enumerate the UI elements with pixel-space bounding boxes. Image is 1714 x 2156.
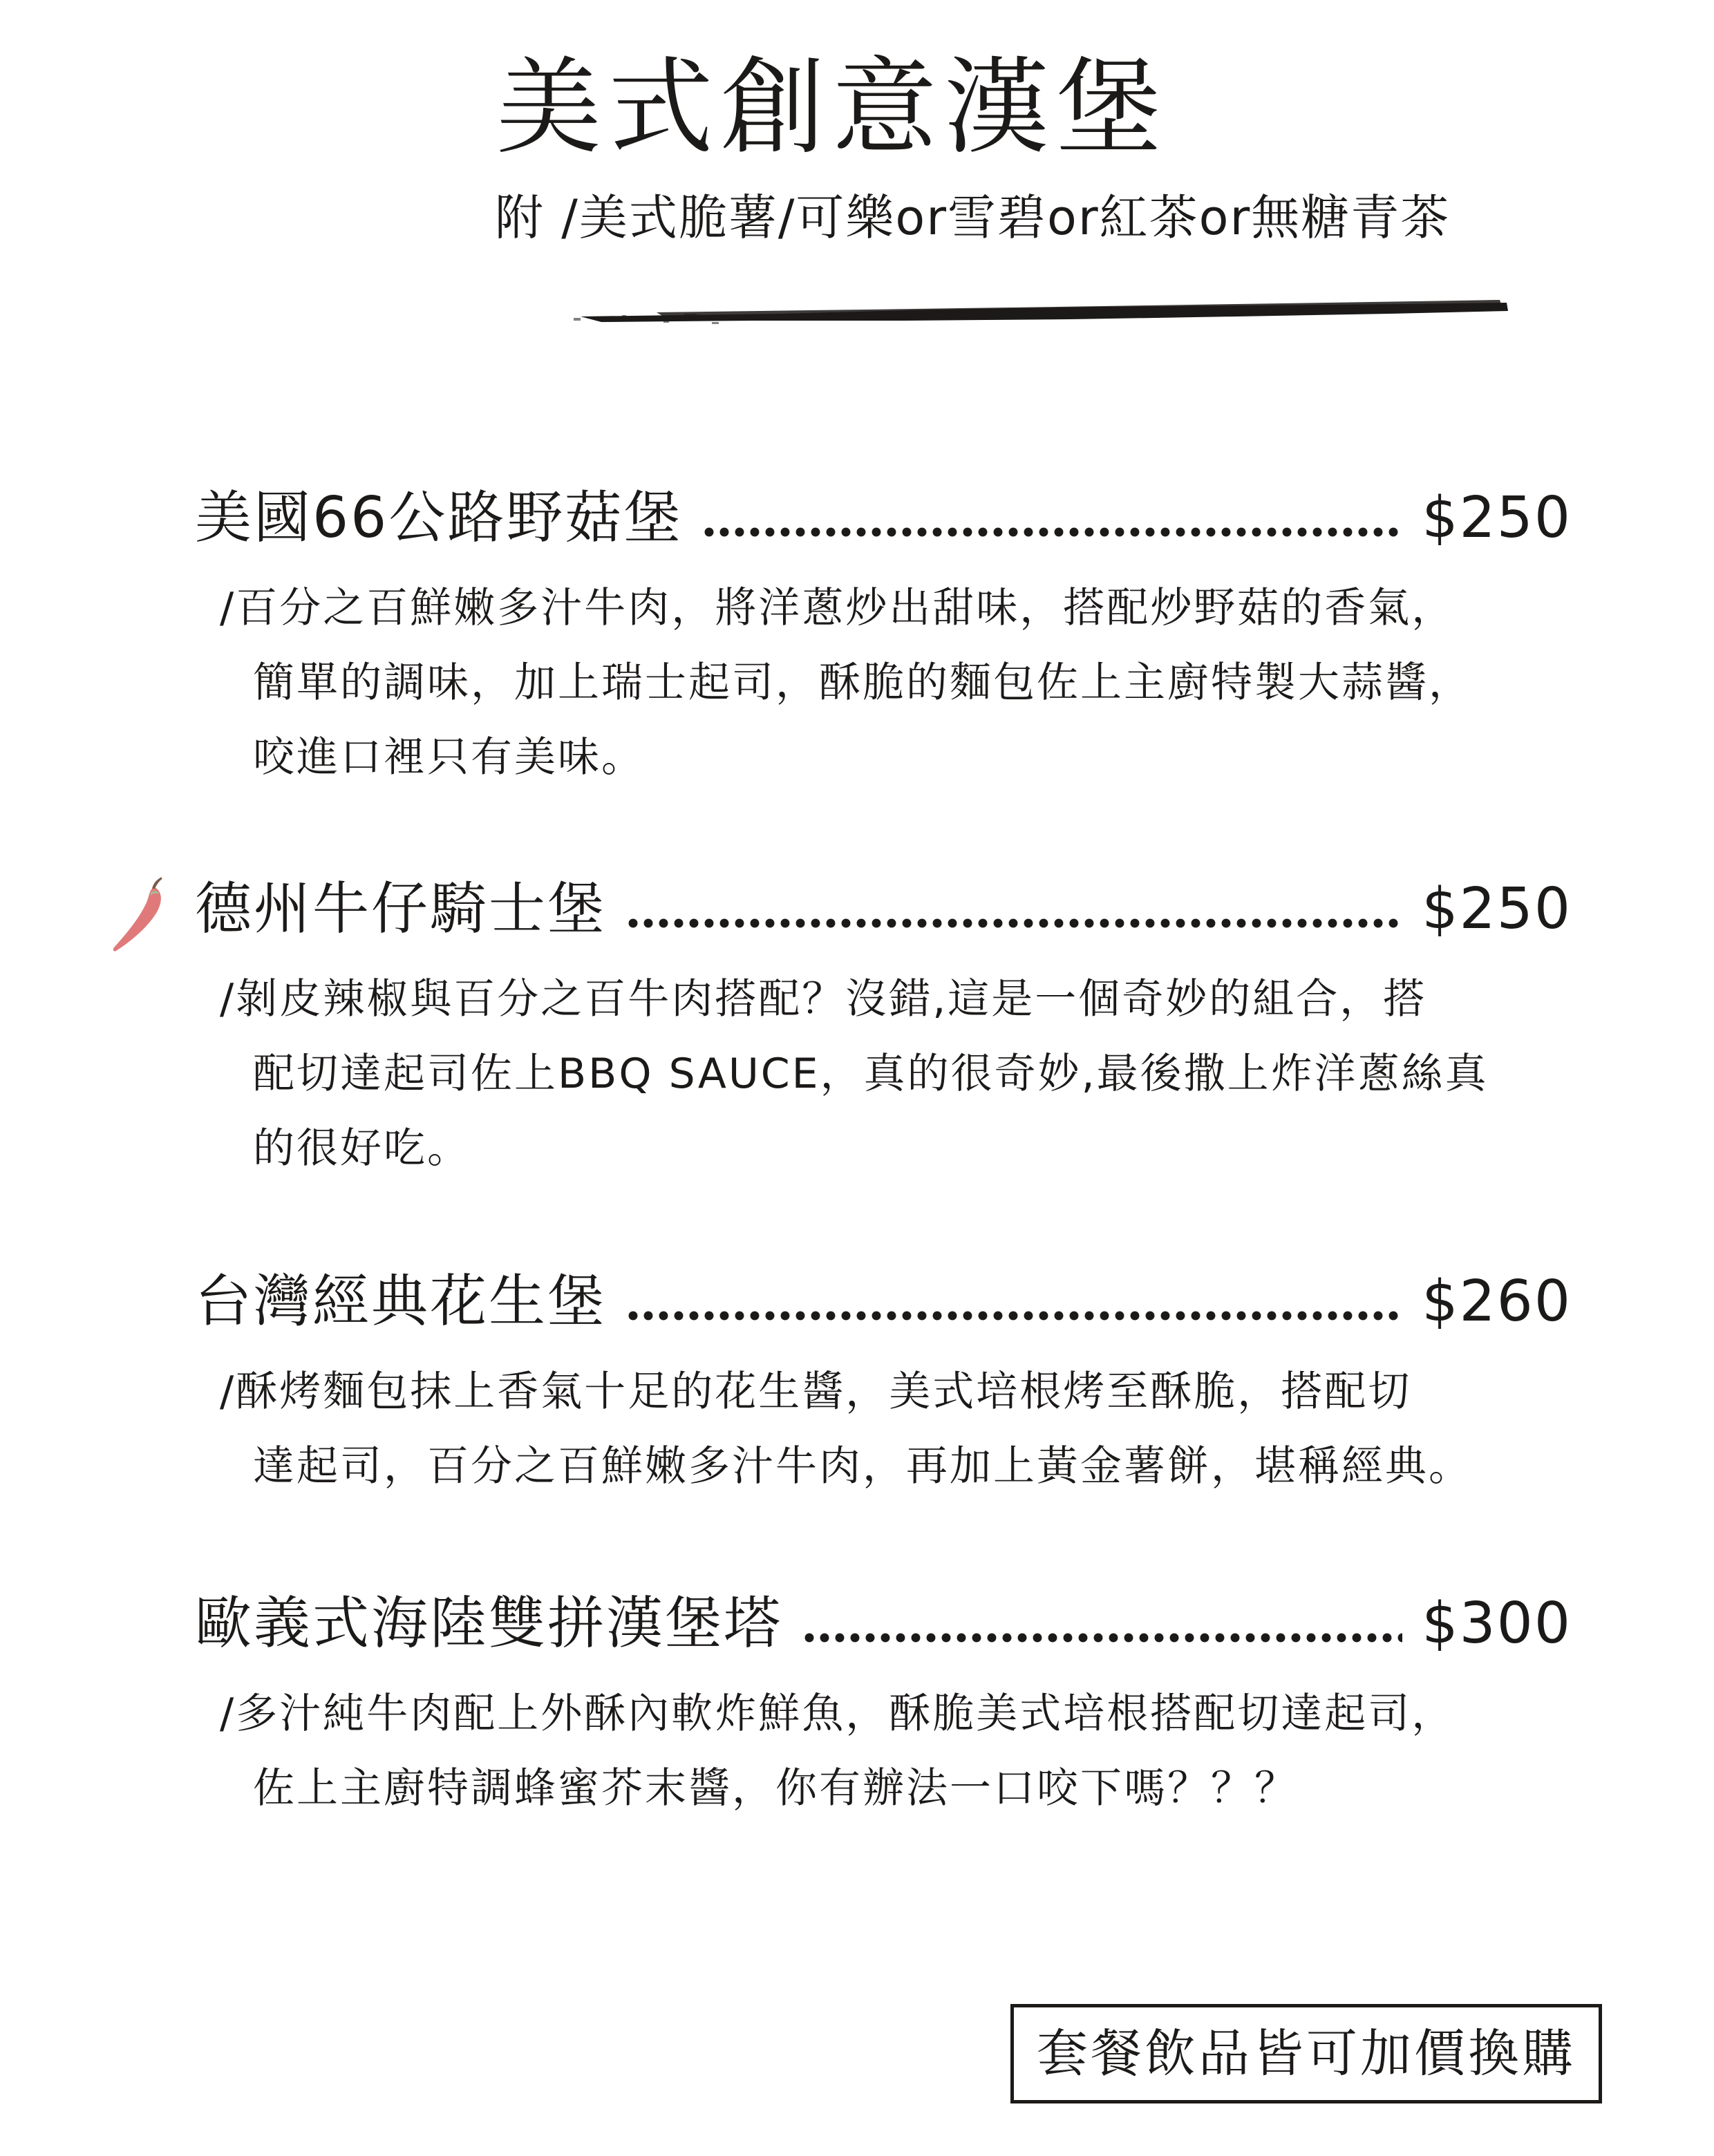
description-line: /多汁純牛肉配上外酥內軟炸鮮魚，酥脆美式培根搭配切達起司，: [220, 1690, 1456, 1738]
notice-box: [1010, 2004, 1602, 2103]
description-line: 的很好吃。: [253, 1124, 471, 1173]
menu-item-name: 台灣經典花生堡: [195, 1269, 607, 1334]
description-line: /百分之百鮮嫩多汁牛肉，將洋蔥炒出甜味，搭配炒野菇的香氣，: [220, 584, 1456, 632]
menu-item-name: 歐義式海陸雙拼漢堡塔: [195, 1591, 783, 1656]
menu-item-header: [195, 477, 1572, 560]
menu-item-header: [195, 1260, 1572, 1343]
page-title: 美式創意漢堡: [496, 46, 1168, 169]
description-line: /酥烤麵包抹上香氣十足的花生醬，美式培根烤至酥脆，搭配切: [220, 1368, 1412, 1416]
menu-item-description: [220, 1676, 1456, 1826]
dot-leader: [625, 918, 1402, 929]
chili-pepper-icon: [111, 876, 169, 954]
brush-stroke-divider: [574, 289, 1514, 330]
menu-item-price: $260: [1422, 1269, 1572, 1334]
description-line: 咬進口裡只有美味。: [253, 733, 645, 782]
description-line: 配切達起司佐上BBQ SAUCE，真的很奇妙,最後撒上炸洋蔥絲真: [253, 1050, 1489, 1098]
page-subtitle: 附 /美式脆薯/可樂or雪碧or紅茶or無糖青茶: [495, 189, 1451, 246]
description-line: 達起司，百分之百鮮嫩多汁牛肉，再加上黃金薯餅，堪稱經典。: [253, 1442, 1472, 1491]
menu-item-price: $250: [1422, 485, 1572, 551]
notice-text: 套餐飲品皆可加價換購: [1037, 2024, 1576, 2083]
menu-item-name: 美國66公路野菇堡: [195, 485, 683, 551]
menu-item-description: [220, 1354, 1472, 1504]
menu-item-name: 德州牛仔騎士堡: [195, 876, 607, 942]
dot-leader: [625, 1310, 1402, 1321]
menu-item-description: [220, 962, 1489, 1186]
menu-item-price: $250: [1422, 876, 1572, 942]
menu-item-header: [195, 868, 1572, 951]
dot-leader: [802, 1632, 1402, 1643]
menu-item-price: $300: [1422, 1591, 1572, 1656]
menu-item-header: [195, 1582, 1572, 1665]
menu-item-description: [220, 571, 1472, 795]
description-line: 簡單的調味，加上瑞士起司，酥脆的麵包佐上主廚特製大蒜醬，: [253, 659, 1472, 707]
description-line: 佐上主廚特調蜂蜜芥末醬，你有辦法一口咬下嗎？？？: [253, 1764, 1298, 1813]
dot-leader: [701, 527, 1402, 538]
description-line: /剝皮辣椒與百分之百牛肉搭配？沒錯,這是一個奇妙的組合，搭: [220, 975, 1427, 1023]
